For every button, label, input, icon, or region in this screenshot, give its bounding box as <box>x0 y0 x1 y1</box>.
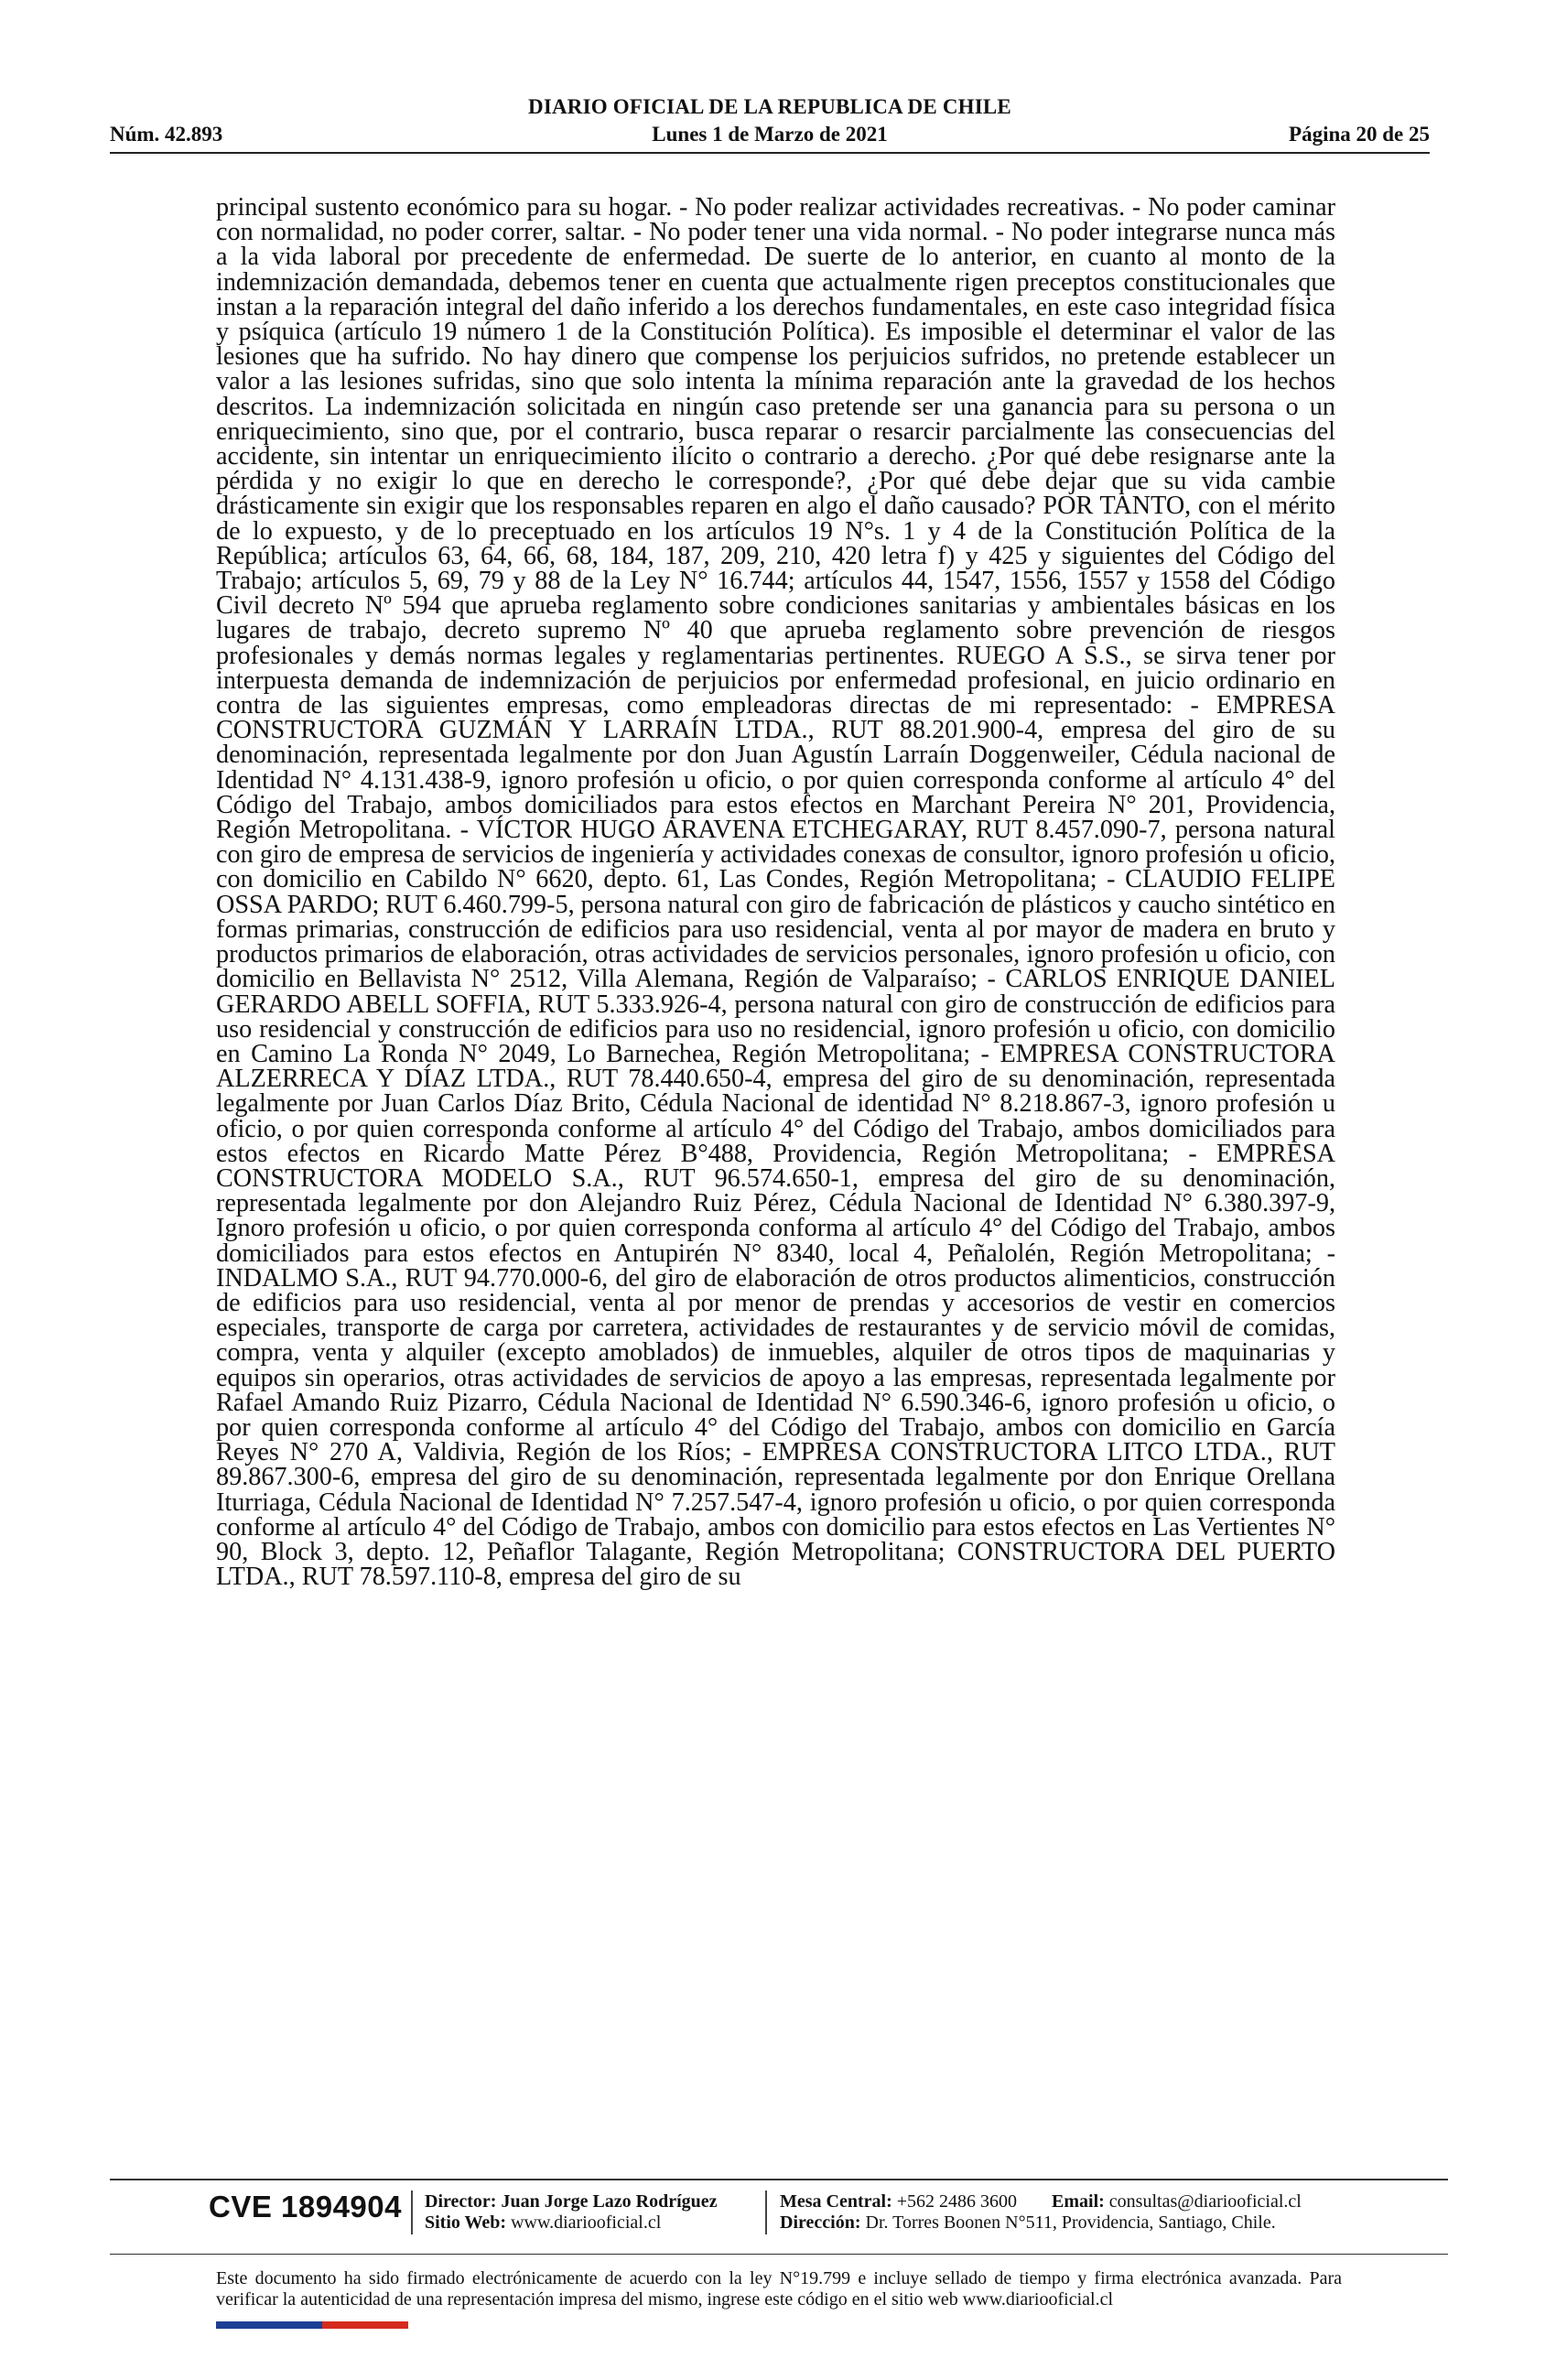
flag-bar-red <box>322 2321 408 2329</box>
page-header <box>110 92 1430 156</box>
website-link[interactable]: www.diariooficial.cl <box>511 2212 662 2233</box>
issue-number: Núm. 42.893 <box>110 123 223 146</box>
address-label: Dirección: <box>780 2212 861 2233</box>
phone-value: +562 2486 3600 <box>896 2191 1018 2212</box>
footer-director-block <box>425 2191 718 2234</box>
page-number: Página 20 de 25 <box>1289 123 1430 146</box>
email-link[interactable]: consultas@diariooficial.cl <box>1108 2191 1302 2212</box>
legal-notice: Este documento ha sido firmado electrónicamente de acuerdo con la ley N°19.799 e incluye sellado de tiempo y firma electrónica avanzada. Para verificar la autenticidad de una representación impresa del mismo, ingrese este código en el sitio web www.diariooficial.cl <box>216 2268 1342 2310</box>
cve-code: CVE 1894904 <box>209 2190 402 2223</box>
header-divider <box>110 152 1430 154</box>
footer-top-divider <box>110 2179 1448 2180</box>
address-value: Dr. Torres Boonen N°511, Providencia, Santiago, Chile. <box>865 2212 1276 2233</box>
footer-contact-block <box>780 2191 1302 2234</box>
footer-separator <box>411 2191 413 2234</box>
publication-title: DIARIO OFICIAL DE LA REPUBLICA DE CHILE <box>528 95 1011 118</box>
footer-mid-divider <box>110 2254 1448 2255</box>
body-paragraph: principal sustento económico para su hogar. - No poder realizar actividades recreativas. - No poder caminar con normalidad, no poder correr, saltar. - No poder tener una vida normal. - No poder integrarse nunca más a la vida laboral por precedente de enfermedad. De suerte de lo anterior, en cuanto al monto de la indemnización demandada, debemos tener en cuenta que actualmente rigen preceptos constitucionales que instan a la reparación integral del daño inferido a los derechos fundamentales, en este caso integridad física y psíquica (artículo 19 número 1 de la Constitución Política). Es imposible el determinar el valor de las lesiones que ha sufrido. No hay dinero que compense los perjuicios sufridos, no pretende establecer un valor a las lesiones sufridas, sino que solo intenta la mínima reparación ante la gravedad de los hechos descritos. La indemnización solicitada en ningún caso pretende ser una ganancia para su persona o un enriquecimiento, sino que, por el contrario, busca reparar o resarcir parcialmente las consecuencias del accidente, sin intentar un enriquecimiento ilícito o contrario a derecho. ¿Por qué debe resignarse ante la pérdida y no exigir lo que en derecho le corresponde?, ¿Por qué debe dejar que su vida cambie drásticamente sin exigir que los responsables reparen en algo el daño causado? POR TANTO, con el mérito de lo expuesto, y de lo preceptuado en los artículos 19 N°s. 1 y 4 de la Constitución Política de la República; artículos 63, 64, 66, 68, 184, 187, 209, 210, 420 letra f) y 425 y siguientes del Código del Trabajo; artículos 5, 69, 79 y 88 de la Ley N° 16.744; artículos 44, 1547, 1556, 1557 y 1558 del Código Civil decreto Nº 594 que aprueba reglamento sobre condiciones sanitarias y ambientales básicas en los lugares de trabajo, decreto supremo Nº 40 que aprueba reglamento sobre prevención de riesgos profesionales y demás normas legales y reglamentarias pertinentes. RUEGO A S.S., se sirva tener por interpuesta demanda de indemnización de perjuicios por enfermedad profesional, en juicio ordinario en contra de las siguientes empresas, como empleadoras directas de mi representado: - EMPRESA CONSTRUCTORA GUZMÁN Y LARRAÍN LTDA., RUT 88.201.900-4, empresa del giro de su denominación, representada legalmente por don Juan Agustín Larraín Doggenweiler, Cédula nacional de Identidad N° 4.131.438-9, ignoro profesión u oficio, o por quien corresponda conforme al artículo 4° del Código del Trabajo, ambos domiciliados para estos efectos en Marchant Pereira N° 201, Providencia, Región Metropolitana. - VÍCTOR HUGO ARAVENA ETCHEGARAY, RUT 8.457.090-7, persona natural con giro de empresa de servicios de ingeniería y actividades conexas de consultor, ignoro profesión u oficio, con domicilio en Cabildo N° 6620, depto. 61, Las Condes, Región Metropolitana; - CLAUDIO FELIPE OSSA PARDO; RUT 6.460.799-5, persona natural con giro de fabricación de plásticos y caucho sintético en formas primarias, construcción de edificios para uso residencial, venta al por mayor de madera en bruto y productos primarios de elaboración, otras actividades de servicios personales, ignoro profesión u oficio, con domicilio en Bellavista N° 2512, Villa Alemana, Región de Valparaíso; - CARLOS ENRIQUE DANIEL GERARDO ABELL SOFFIA, RUT 5.333.926-4, persona natural con giro de construcción de edificios para uso residencial y construcción de edificios para uso no residencial, ignoro profesión u oficio, con domicilio en Camino La Ronda N° 2049, Lo Barnechea, Región Metropolitana; - EMPRESA CONSTRUCTORA ALZERRECA Y DÍAZ LTDA., RUT 78.440.650-4, empresa del giro de su denominación, representada legalmente por Juan Carlos Díaz Brito, Cédula Nacional de identidad N° 8.218.867-3, ignoro profesión u oficio, o por quien corresponda conforme al artículo 4° del Código del Trabajo, ambos domiciliados para estos efectos en Ricardo Matte Pérez B°488, Providencia, Región Metropolitana; - EMPRESA CONSTRUCTORA MODELO S.A., RUT 96.574.650-1, empresa del giro de su denominación, representada legalmente por don Alejandro Ruiz Pérez, Cédula Nacional de Identidad N° 6.380.397-9, Ignoro profesión u oficio, o por quien corresponda conforma al artículo 4° del Código del Trabajo, ambos domiciliados para estos efectos en Antupirén N° 8340, local 4, Peñalolén, Región Metropolitana; - INDALMO S.A., RUT 94.770.000-6, del giro de elaboración de otros productos alimenticios, construcción de edificios para uso residencial, venta al por menor de prendas y accesorios de vestir en comercios especiales, transporte de carga por carretera, actividades de restaurantes y de servicio móvil de comidas, compra, venta y alquiler (excepto amoblados) de inmuebles, alquiler de otros tipos de maquinarias y equipos sin operarios, otras actividades de servicios de apoyo a las empresas, representada legalmente por Rafael Amando Ruiz Pizarro, Cédula Nacional de Identidad N° 6.590.346-6, ignoro profesión u oficio, o por quien corresponda conforme al artículo 4° del Código del Trabajo, ambos con domicilio en García Reyes N° 270 A, Valdivia, Región de los Ríos; - EMPRESA CONSTRUCTORA LITCO LTDA., RUT 89.867.300-6, empresa del giro de su denominación, representada legalmente por don Enrique Orellana Iturriaga, Cédula Nacional de Identidad N° 7.257.547-4, ignoro profesión u oficio, o por quien corresponda conforme al artículo 4° del Código de Trabajo, ambos con domicilio para estos efectos en Las Vertientes N° 90, Block 3, depto. 12, Peñaflor Talagante, Región Metropolitana; CONSTRUCTORA DEL PUERTO LTDA., RUT 78.597.110-8, empresa del giro de su <box>216 193 1335 1592</box>
footer-separator <box>765 2191 767 2234</box>
director-name: Juan Jorge Lazo Rodríguez <box>501 2191 718 2212</box>
email-label: Email: <box>1052 2191 1105 2212</box>
flag-bar-blue <box>216 2321 322 2329</box>
phone-label: Mesa Central: <box>780 2191 892 2212</box>
website-label: Sitio Web: <box>425 2212 507 2233</box>
issue-date: Lunes 1 de Marzo de 2021 <box>652 123 888 146</box>
director-label: Director: <box>425 2191 497 2212</box>
